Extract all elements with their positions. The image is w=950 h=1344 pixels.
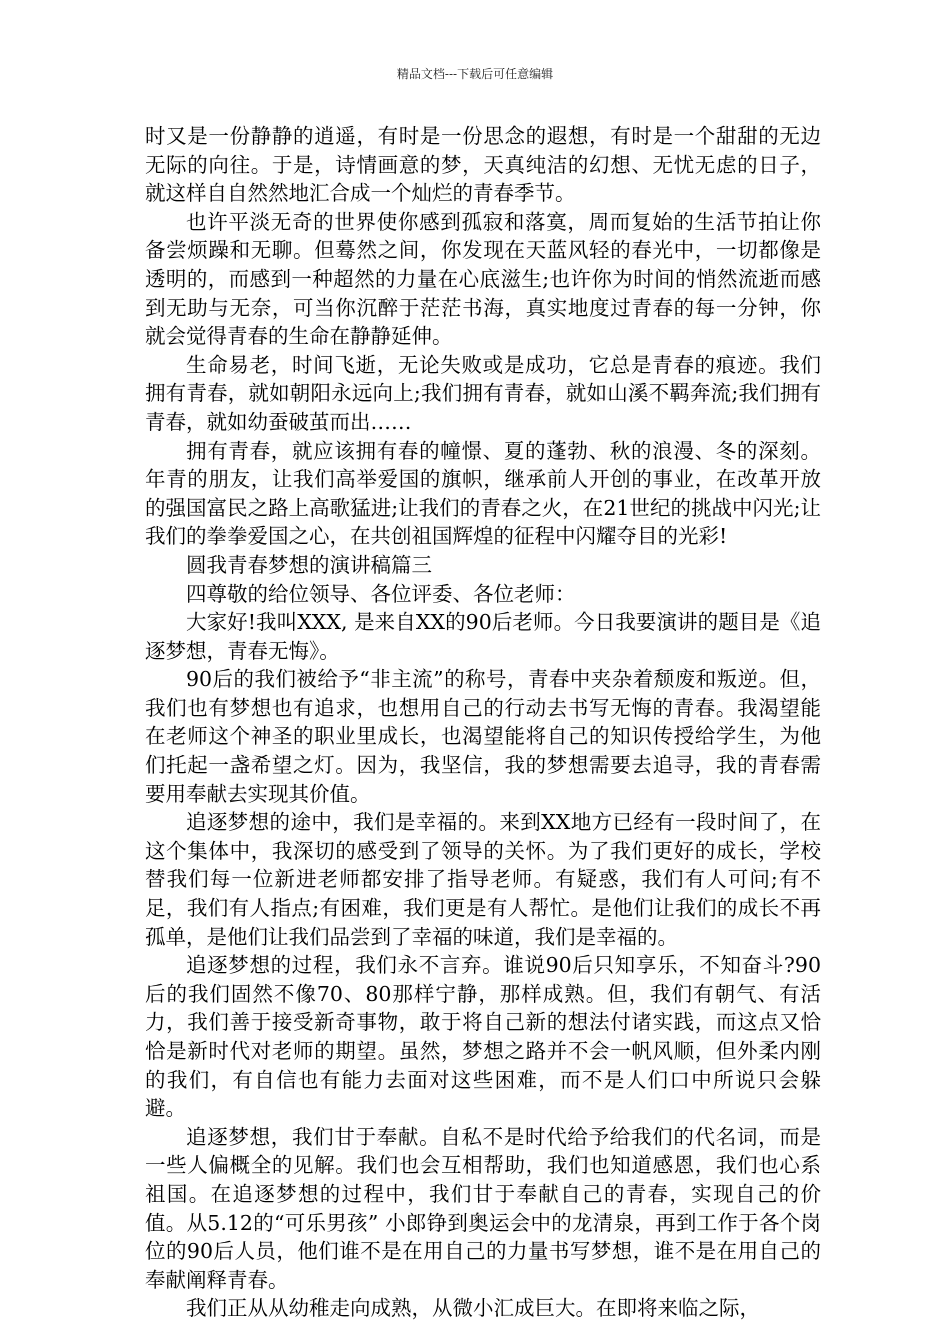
paragraph: 也许平淡无奇的世界使你感到孤寂和落寞，周而复始的生活节拍让你备尝烦躁和无聊。但蓦然之间，你发现在天蓝风轻的春光中，一切都像是透明的，而感到一种超然的力量在心底滋生;也许你为时间的悄然流逝而感到无助与无奈，可当你沉醉于茫茫书海，真实地度过青春的每一分钟，你就会觉得青春的生命在静静延伸。 [145, 209, 821, 349]
paragraph: 追逐梦想的过程，我们永不言弃。谁说90后只知享乐，不知奋斗?90后的我们固然不像70、80那样宁静，那样成熟。但，我们有朝气、有活力，我们善于接受新奇事物，敢于将自己新的想法付诸实践，而这点又恰恰是新时代对老师的期望。虽然，梦想之路并不会一帆风顺，但外柔内刚的我们，有自信也有能力去面对这些困难，而不是人们口中所说只会躲避。 [145, 953, 821, 1121]
paragraph: 拥有青春，就应该拥有春的幢憬、夏的蓬勃、秋的浪漫、冬的深刻。年青的朋友，让我们高举爱国的旗帜，继承前人开创的事业，在改革开放的强国富民之路上高歌猛进;让我们的青春之火，在21世纪的挑战中闪光;让我们的拳拳爱国之心，在共创祖国辉煌的征程中闪耀夺目的光彩! [145, 438, 821, 549]
salutation: 四尊敬的给位领导、各位评委、各位老师： [186, 581, 576, 606]
paragraph: 追逐梦想，我们甘于奉献。自私不是时代给予给我们的代名词，而是一些人偏概全的见解。我们也会互相帮助，我们也知道感恩，我们也心系祖国。在追逐梦想的过程中，我们甘于奉献自己的青春，实现自己的价值。从5.12的“可乐男孩” 小郎铮到奥运会中的龙清泉，再到工作于各个岗位的90后人员，他们谁不是在用自己的力量书写梦想，谁不是在用自己的奉献阐释青春。 [145, 1124, 821, 1292]
paragraph: 时又是一份静静的逍遥，有时是一份思念的遐想，有时是一个甜甜的无边无际的向往。于是，诗情画意的梦，天真纯洁的幻想、无忧无虑的日子，就这样自自然然地汇合成一个灿烂的青春季节。 [145, 124, 821, 206]
paragraph: 我们正从从幼稚走向成熟，从微小汇成巨大。在即将来临之际， [186, 1296, 760, 1321]
paragraph: 追逐梦想的途中，我们是幸福的。来到XX地方已经有一段时间了，在这个集体中，我深切的感受到了领导的关怀。为了我们更好的成长，学校替我们每一位新进老师都安排了指导老师。有疑惑，我们有人可问;有不足，我们有人指点;有困难，我们更是有人帮忙。是他们让我们的成长不再孤单，是他们让我们品尝到了幸福的味道，我们是幸福的。 [145, 810, 821, 949]
document-body [145, 122, 821, 1323]
page-header: 精品文档---下载后可任意编辑 [396, 67, 554, 81]
paragraph: 大家好!我叫XXX, 是来自XX的90后老师。今日我要演讲的题目是《追逐梦想，青春无悔》。 [145, 610, 821, 663]
paragraph: 90后的我们被给予“非主流”的称号，青春中夹杂着颓废和叛逆。但，我们也有梦想也有追求，也想用自己的行动去书写无悔的青春。我渴望能在老师这个神圣的职业里成长，也渴望能将自己的知识传授给学生，为他们托起一盏希望之灯。因为，我坚信，我的梦想需要去追寻，我的青春需要用奉献去实现其价值。 [145, 667, 821, 806]
section-title: 圆我青春梦想的演讲稿篇三 [186, 552, 432, 577]
paragraph: 生命易老，时间飞逝，无论失败或是成功，它总是青春的痕迹。我们拥有青春，就如朝阳永远向上;我们拥有青春，就如山溪不羁奔流;我们拥有青春，就如幼蚕破茧而出…… [145, 352, 821, 434]
